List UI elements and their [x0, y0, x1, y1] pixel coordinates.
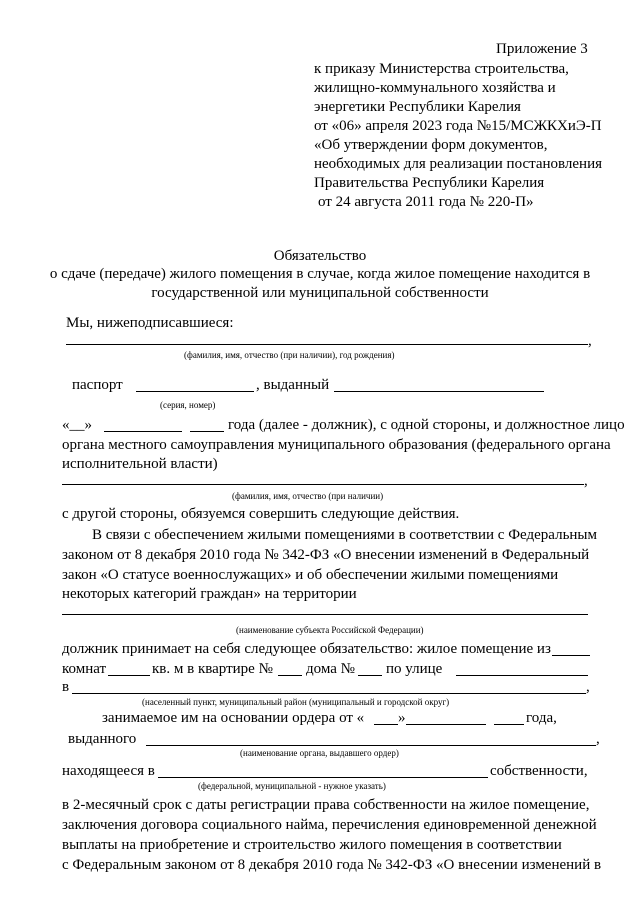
street-field[interactable]: [456, 663, 588, 676]
debtor-text: должник принимает на себя следующее обязательство: жилое помещение из: [62, 641, 551, 657]
sqm-label: кв. м в квартире №: [152, 661, 273, 677]
locality-hint: (населенный пункт, муниципальный район (муниципальный и городской округ): [142, 697, 450, 707]
intro-text: Мы, нижеподписавшиеся:: [66, 315, 234, 331]
order-day-field[interactable]: [374, 712, 398, 725]
document-subtitle: о сдаче (передаче) жилого помещения в случае, когда жилое помещение находится в: [49, 266, 591, 282]
paragraph-line: законом от 8 декабря 2010 года № 342-ФЗ «О внесении изменений в Федеральный: [62, 547, 590, 563]
occupied-text: занимаемое им на основании ордера от «: [102, 710, 365, 726]
organ-hint: (наименование органа, выдавшего ордер): [240, 748, 399, 758]
header-line: «Об утверждении форм документов,: [314, 137, 548, 153]
order-month-field[interactable]: [406, 712, 486, 725]
date-year-field[interactable]: [190, 419, 224, 432]
rooms-label: комнат: [62, 661, 107, 677]
house-field[interactable]: [358, 663, 382, 676]
passport-number-field[interactable]: [136, 379, 254, 392]
header-line: к приказу Министерства строительства,: [314, 61, 569, 77]
organ-text: исполнительной власти): [62, 456, 218, 472]
terms-line: заключения договора социального найма, перечисления единовременной денежной: [62, 817, 597, 833]
header-line: Правительства Республики Карелия: [314, 175, 545, 191]
paragraph-line: закон «О статусе военнослужащих» и об обеспечении жилыми помещениями: [62, 567, 559, 583]
fio-hint: (фамилия, имя, отчество (при наличии), год рождения): [184, 350, 395, 360]
issued-label: , выданный: [256, 377, 330, 393]
comma: ,: [584, 473, 588, 489]
comma: ,: [586, 679, 590, 695]
header-line: энергетики Республики Карелия: [314, 99, 521, 115]
ownership-type-field[interactable]: [158, 765, 488, 778]
subject-hint: (наименование субъекта Российской Федерации): [236, 625, 424, 635]
series-hint: (серия, номер): [160, 400, 216, 410]
rooms-count-field[interactable]: [552, 643, 590, 656]
document-title: Обязательство: [273, 248, 367, 264]
appendix-label: Приложение 3: [496, 41, 588, 57]
comma: ,: [596, 731, 600, 747]
order-year-field[interactable]: [494, 712, 524, 725]
subject-field[interactable]: [62, 602, 588, 615]
terms-line: с Федеральным законом от 8 декабря 2010 года № 342-ФЗ «О внесении изменений в: [62, 857, 602, 873]
comma: ,: [588, 333, 592, 349]
street-label: по улице: [386, 661, 443, 677]
date-open: «__»: [62, 417, 92, 433]
document-subtitle: государственной или муниципальной собственности: [151, 285, 489, 301]
date-rest-text: года (далее - должник), с одной стороны, и должностное лицо: [228, 417, 625, 433]
official-fio-hint: (фамилия, имя, отчество (при наличии): [232, 491, 384, 501]
issued2-label: выданного: [68, 731, 137, 747]
fio-field[interactable]: [66, 332, 588, 345]
paragraph-line: В связи с обеспечением жилыми помещениями в соответствии с Федеральным: [92, 527, 598, 543]
apartment-field[interactable]: [278, 663, 302, 676]
header-line: необходимых для реализации постановления: [314, 156, 603, 172]
terms-line: выплаты на приобретение и строительство жилого помещения в соответствии: [62, 837, 562, 853]
terms-line: в 2-месячный срок с даты регистрации права собственности на жилое помещение,: [62, 797, 590, 813]
header-line: от 24 августа 2011 года № 220-П»: [318, 194, 534, 210]
in-label: в: [62, 679, 70, 695]
occupied-quote: »: [398, 710, 406, 726]
located-label: находящееся в: [62, 763, 155, 779]
year-label: года,: [526, 710, 557, 726]
passport-label: паспорт: [72, 377, 123, 393]
locality-field[interactable]: [72, 681, 586, 694]
area-field[interactable]: [108, 663, 150, 676]
header-line: от «06» апреля 2023 года №15/МСЖКХиЭ-П: [314, 118, 602, 134]
house-label: дома №: [306, 661, 355, 677]
header-line: жилищно-коммунального хозяйства и: [314, 80, 556, 96]
organ-text: органа местного самоуправления муниципального образования (федерального органа: [62, 437, 611, 453]
passport-issuer-field[interactable]: [334, 379, 544, 392]
date-month-field[interactable]: [104, 419, 182, 432]
ownership-hint: (федеральной, муниципальной - нужное указать): [198, 781, 386, 791]
order-issuer-field[interactable]: [146, 733, 596, 746]
other-side-text: с другой стороны, обязуемся совершить следующие действия.: [62, 506, 460, 522]
official-fio-field[interactable]: [62, 472, 584, 485]
ownership-label: собственности,: [490, 763, 588, 779]
paragraph-line: некоторых категорий граждан» на территории: [62, 586, 357, 602]
